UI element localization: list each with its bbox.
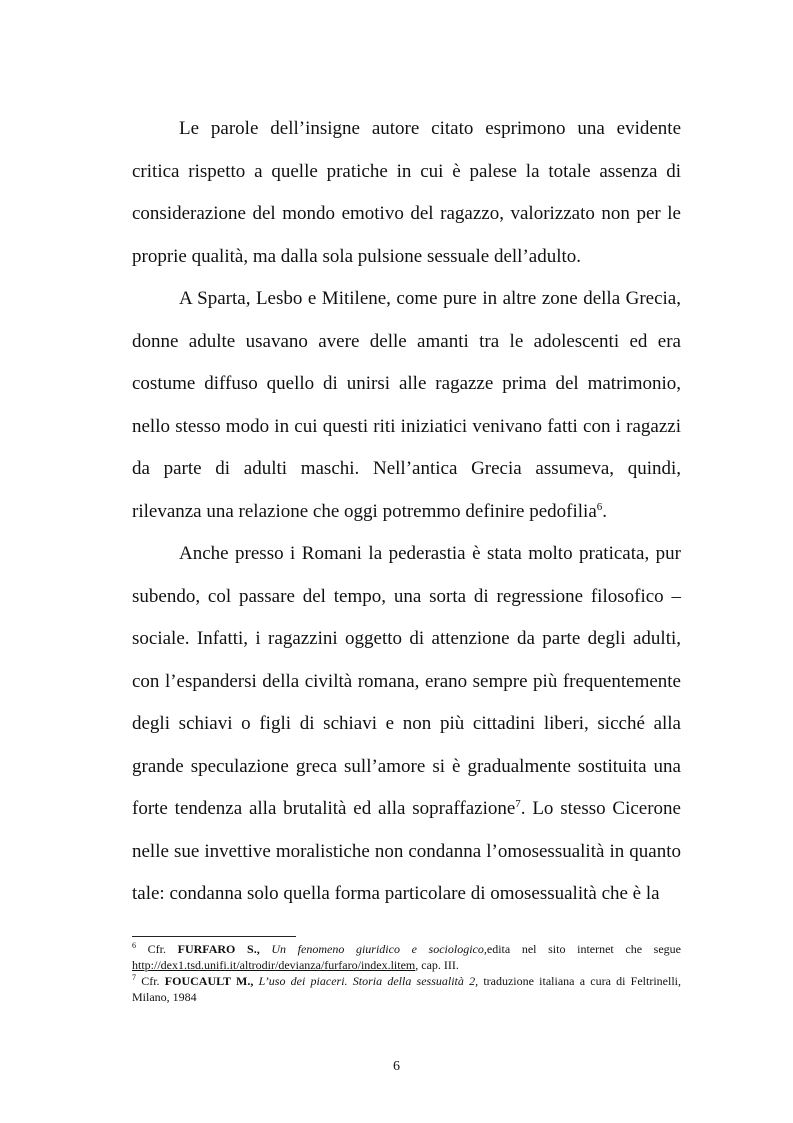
footnote-7 bbox=[132, 973, 681, 1005]
footnote-prefix: Cfr. bbox=[141, 974, 165, 988]
body-text bbox=[132, 108, 681, 916]
footnote-ref-7[interactable]: 7 bbox=[515, 798, 521, 810]
footnote-ref-6[interactable]: 6 bbox=[596, 500, 603, 513]
footnote-suffix: traduzione italiana a cura di Feltrinelli, Milano, 1984 bbox=[132, 974, 681, 1004]
footnote-link[interactable]: http://dex1.tsd.unifi.it/altrodir/devianza/furfaro/index.litem bbox=[132, 958, 416, 972]
paragraph-3 bbox=[132, 533, 681, 916]
footnote-title: Un fenomeno giuridico e sociologico, bbox=[271, 942, 487, 956]
paragraph-1-text: Le parole dell’insigne autore citato esprimono una evidente critica rispetto a quelle pratiche in cui è palese la totale assenza di considerazione del mondo emotivo del ragazzo, valorizzato non per le proprie qualità, ma dalla sola pulsione sessuale dell’adulto. bbox=[132, 118, 681, 267]
paragraph-2-text: A Sparta, Lesbo e Mitilene, come pure in altre zone della Grecia, donne adulte usavano avere delle amanti tra le adolescenti ed era costume diffuso quello di unirsi alle ragazze prima del matrimonio, nello stesso modo in cui questi riti iniziatici venivano fatti con i ragazzi da parte di adulti maschi. Nell’antica Grecia assumeva, quindi, rilevanza una relazione che oggi potremmo definire pedofilia bbox=[132, 288, 681, 522]
paragraph-3-text: Anche presso i Romani la pederastia è stata molto praticata, pur subendo, col passare del tempo, una sorta di regressione filosofico – sociale. Infatti, i ragazzini oggetto di attenzione da parte degli adulti, con l’espandersi della civiltà romana, erano sempre più frequentemente degli schiavi o figli di schiavi e non più cittadini liberi, sicché alla grande speculazione greca sull’amore si è gradualmente sostituita una forte tendenza alla brutalità ed alla sopraffazione bbox=[132, 543, 681, 819]
footnote-6 bbox=[132, 941, 681, 973]
footnote-separator bbox=[132, 936, 296, 937]
paragraph-2-text-end: . bbox=[602, 500, 608, 522]
footnote-author: FURFARO S., bbox=[177, 942, 260, 956]
footnote-prefix: Cfr. bbox=[147, 942, 178, 956]
page-number: 6 bbox=[393, 1059, 400, 1074]
footnote-number: 7 bbox=[132, 973, 136, 982]
paragraph-2 bbox=[132, 278, 681, 533]
footnote-number: 6 bbox=[132, 941, 136, 950]
footnote-text: edita nel sito internet che segue bbox=[486, 942, 682, 956]
paragraph-1 bbox=[132, 108, 681, 278]
footnote-suffix: , cap. III. bbox=[415, 958, 459, 972]
footnote-author: FOUCAULT M., bbox=[164, 974, 254, 988]
footnote-title: L’uso dei piaceri. Storia della sessualità 2, bbox=[258, 974, 479, 988]
footnotes bbox=[132, 941, 681, 1005]
paragraph-3-text-end: . Lo stesso Cicerone nelle sue invettive moralistiche non condanna l’omosessualità in quanto tale: condanna solo quella forma particolare di omosessualità che è la bbox=[132, 798, 681, 904]
